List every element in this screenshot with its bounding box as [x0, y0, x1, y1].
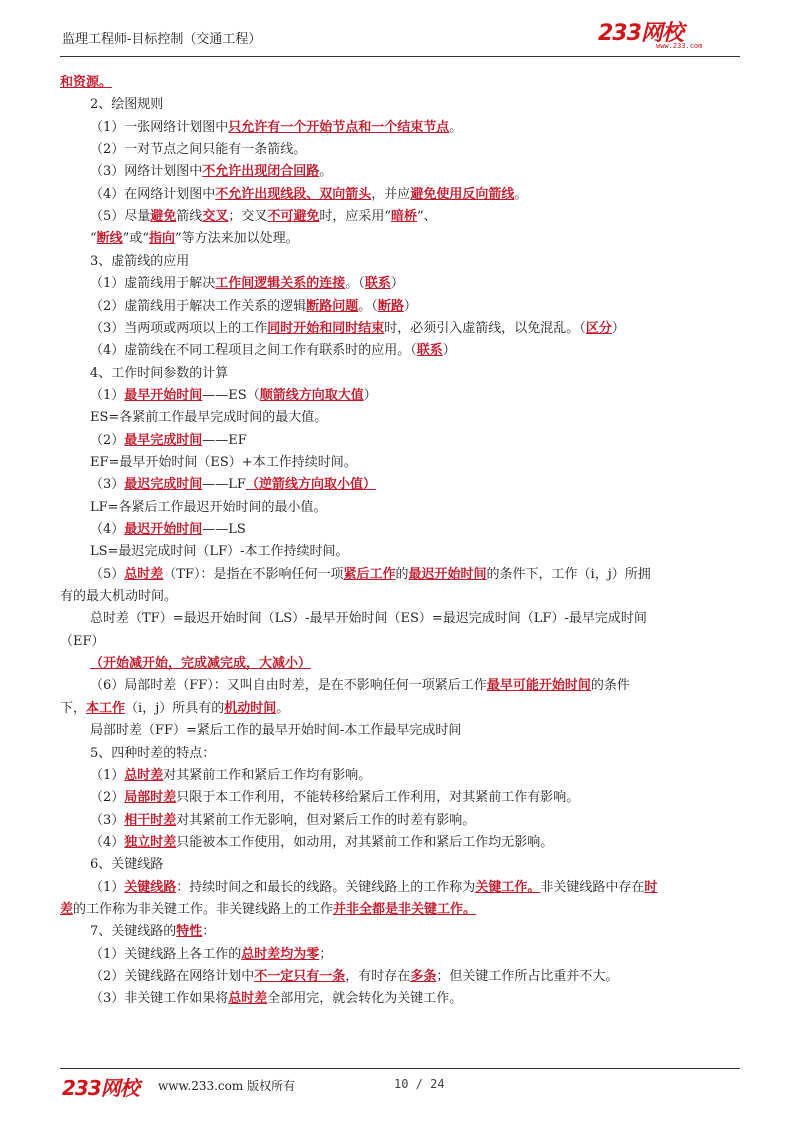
text-segment: 箭线 [176, 209, 203, 225]
text-line [90, 231, 299, 247]
highlighted-term: 同时开始和同时结束 [267, 320, 385, 336]
text-line [60, 701, 289, 717]
highlighted-term: 本工作 [86, 700, 126, 716]
text-segment: 。 [319, 164, 333, 180]
text-segment: （EF） [60, 633, 105, 649]
highlighted-term: 总时差均为零 [241, 946, 320, 962]
header-divider [60, 56, 740, 57]
text-line [90, 142, 306, 158]
highlighted-term: 和资源。 [60, 75, 113, 90]
text-segment: 下， [60, 700, 87, 716]
text-line [90, 500, 327, 516]
text-segment: ，有时存在 [345, 969, 411, 984]
text-segment: “ [90, 231, 97, 247]
footer-divider [60, 1068, 740, 1069]
footer-logo: 233网校 [62, 1076, 139, 1100]
text-segment: （i，j）所具有的 [125, 700, 225, 716]
text-line [90, 746, 215, 762]
highlighted-term: 并非全都是非关键工作。 [333, 901, 477, 917]
highlighted-term: 特性 [176, 924, 203, 940]
highlighted-term: 交叉 [202, 209, 229, 225]
text-segment: 7、关键线路的 [90, 924, 177, 940]
text-line [90, 343, 456, 359]
text-segment: 对其紧前工作无影响，但对紧后工作的时差有影响。 [176, 812, 476, 828]
text-segment: 有的最大机动时间。 [60, 589, 178, 605]
text-segment: 5、四种时差的特点： [90, 745, 216, 761]
highlighted-term: 顺箭线方向取大值 [259, 387, 364, 403]
text-segment: （3） [90, 477, 125, 493]
text-segment: （1）一张网络计划图中 [90, 119, 229, 135]
highlighted-term: 只允许有一个开始节点和一个结束节点 [228, 119, 450, 135]
highlighted-term: 最迟开始时间 [408, 566, 487, 582]
text-segment: （3）网络计划图中 [90, 164, 203, 180]
text-line [90, 209, 437, 225]
text-line [90, 254, 189, 270]
text-line [90, 813, 475, 829]
highlighted-term: 避免 [150, 209, 177, 225]
text-segment: LF=各紧后工作最迟开始时间的最小值。 [90, 499, 327, 515]
text-segment: （3）非关键工作如果将 [90, 991, 229, 1007]
text-segment: （2） [90, 790, 125, 806]
text-segment: 总时差（TF）=最迟开始时间（LS）-最早开始时间（ES）=最迟完成时间（LF）-最早完成时间 [90, 611, 647, 627]
text-line [90, 544, 348, 560]
text-line [60, 902, 476, 918]
text-segment: （2）虚箭线用于解决工作关系的逻辑 [90, 298, 307, 314]
text-segment: 。（ [345, 276, 365, 292]
text-line [90, 790, 579, 806]
text-line [90, 969, 618, 985]
brand-logo-text: 233网校 [598, 21, 683, 46]
highlighted-term: 避免使用反向箭线 [410, 186, 515, 202]
text-line [90, 947, 332, 963]
text-segment: ） [390, 276, 404, 292]
text-segment: 。 [276, 700, 290, 716]
text-segment: （4） [90, 834, 125, 850]
text-segment: 非关键线路中存在 [540, 879, 645, 895]
text-segment: 。 [449, 119, 463, 135]
text-line [90, 299, 417, 315]
text-segment: （2） [90, 432, 125, 448]
highlighted-term: 最迟开始时间 [124, 522, 203, 537]
text-line [90, 656, 311, 672]
highlighted-term: 不一定只有一条 [254, 969, 346, 984]
highlighted-term: 联系 [364, 276, 391, 292]
text-segment: （4）虚箭线在不同工程项目之间工作有联系时的应用。（ [90, 343, 417, 359]
highlighted-term: 最迟完成时间 [124, 477, 203, 493]
text-line [90, 321, 625, 337]
highlighted-term: 紧后工作 [343, 566, 396, 582]
highlighted-term: 差 [60, 901, 74, 917]
brand-logo [598, 16, 738, 56]
text-segment: ） [363, 387, 377, 403]
text-segment: ”等方法来加以处理。 [174, 231, 299, 247]
text-segment: 2、绘图规则 [90, 97, 164, 113]
text-line [90, 164, 332, 180]
text-line [90, 410, 327, 426]
text-segment: 局部时差（FF）=紧后工作的最早开始时间-本工作最早完成时间 [90, 723, 462, 739]
text-line [90, 567, 651, 583]
text-line [90, 388, 377, 404]
text-line [90, 522, 246, 538]
text-segment: ； [319, 946, 333, 962]
highlighted-term: 工作间逻辑关系的连接 [215, 276, 346, 292]
highlighted-term: 时 [644, 879, 658, 895]
text-segment: 对其紧前工作和紧后工作均有影响。 [163, 767, 372, 783]
highlighted-term: 不允许出现闭合回路 [202, 164, 320, 180]
text-segment: ”或“ [122, 231, 149, 247]
text-segment: EF=最早开始时间（ES）+本工作持续时间。 [90, 454, 357, 470]
text-segment: 只限于本工作利用，不能转移给紧后工作利用，对其紧前工作有影响。 [176, 790, 580, 806]
highlighted-term: 断线 [96, 231, 123, 247]
text-segment: ——EF [202, 432, 247, 448]
text-segment: （TF）：是指在不影响任何一项 [163, 566, 344, 582]
text-segment: （5）尽量 [90, 209, 151, 225]
highlighted-term: 最早开始时间 [124, 387, 203, 403]
highlighted-term: 不允许出现线段、双向箭头 [215, 186, 372, 202]
text-segment: （1）关键线路上各工作的 [90, 946, 242, 962]
text-segment: （1） [90, 767, 125, 783]
text-segment: 时，应采用“ [319, 209, 392, 225]
text-segment: 的条件 [590, 678, 630, 694]
brand-logo-url: www.233.com [656, 42, 703, 50]
text-segment: ES=各紧前工作最早完成时间的最大值。 [90, 410, 328, 426]
highlighted-term: 多条 [410, 969, 437, 984]
text-line [90, 187, 527, 203]
document-header-title: 监理工程师-目标控制（交通工程） [62, 32, 262, 47]
text-segment: ） [403, 298, 417, 314]
text-segment: 6、关键线路 [90, 857, 164, 873]
text-line [90, 991, 462, 1007]
highlighted-term: 关键线路 [124, 879, 177, 895]
text-segment: （1）虚箭线用于解决 [90, 276, 216, 292]
text-segment: （5） [90, 566, 125, 582]
highlighted-term: 局部时差 [124, 790, 177, 806]
text-segment: ：持续时间之和最长的线路。关键线路上的工作称为 [176, 879, 476, 895]
highlighted-term: 不可避免 [267, 209, 320, 225]
highlighted-term: 指向 [148, 231, 175, 247]
text-line [90, 723, 461, 739]
text-line [90, 97, 163, 113]
text-segment: （1） [90, 387, 125, 403]
highlighted-term: 暗桥 [391, 209, 418, 225]
text-line [90, 678, 630, 694]
text-segment: 全部用完，就会转化为关键工作。 [267, 991, 463, 1007]
text-segment: ；但关键工作所占比重并不大。 [436, 969, 619, 984]
text-segment: 3、虚箭线的应用 [90, 253, 190, 269]
page-number: 10 / 24 [394, 1077, 445, 1091]
text-segment: 的工作称为非关键工作。非关键线路上的工作 [73, 901, 334, 917]
text-segment: 。 [514, 186, 528, 202]
text-line [90, 857, 163, 873]
text-segment: 。（ [358, 298, 378, 314]
highlighted-term: （开始减开始，完成减完成，大减小） [90, 656, 312, 672]
text-line [90, 455, 357, 471]
highlighted-term: 机动时间 [224, 700, 277, 716]
text-line [90, 611, 647, 627]
text-segment: 时，必须引入虚箭线，以免混乱。（ [384, 320, 586, 336]
text-line [90, 276, 404, 292]
highlighted-term: 最早完成时间 [124, 432, 203, 448]
highlighted-term: 总时差 [124, 767, 164, 783]
text-segment: （3）当两项或两项以上的工作 [90, 320, 268, 336]
text-line [90, 433, 247, 449]
text-segment: （3） [90, 812, 125, 828]
text-line [90, 366, 228, 382]
text-segment: ——LS [202, 522, 246, 537]
text-line [90, 835, 553, 851]
footer-copyright: www.233.com 版权所有 [158, 1079, 296, 1093]
highlighted-term: 区分 [585, 320, 612, 336]
highlighted-term: 联系 [416, 343, 443, 359]
text-segment: （4） [90, 522, 125, 537]
highlighted-term: 关键工作。 [475, 879, 541, 895]
text-segment: ） [611, 320, 625, 336]
text-segment: ”、 [417, 209, 437, 225]
text-segment: （2）一对节点之间只能有一条箭线。 [90, 142, 307, 158]
highlighted-term: 最早可能开始时间 [486, 678, 591, 694]
highlighted-term: （逆箭线方向取小值） [245, 477, 376, 493]
text-segment: ；交叉 [228, 209, 268, 225]
text-segment: 的 [395, 566, 409, 582]
text-segment: （4）在网络计划图中 [90, 186, 216, 202]
text-line [90, 477, 376, 493]
text-segment: 4、工作时间参数的计算 [90, 365, 229, 381]
text-segment: （6）局部时差（FF）：又叫自由时差，是在不影响任何一项紧后工作 [90, 678, 487, 694]
highlighted-term: 断路 [377, 298, 404, 314]
text-line [90, 880, 657, 896]
highlighted-term: 总时差 [124, 566, 164, 582]
text-segment: （1） [90, 879, 125, 895]
text-segment: 只能被本工作使用，如动用，对其紧前工作和紧后工作均无影响。 [176, 834, 554, 850]
highlighted-term: 断路问题 [306, 298, 359, 314]
text-segment: ——ES（ [202, 387, 260, 403]
text-line [90, 924, 215, 940]
text-segment: ） [442, 343, 456, 359]
text-segment: ： [202, 924, 216, 940]
text-line [60, 75, 112, 91]
text-line [90, 120, 462, 136]
text-segment: ，并应 [371, 186, 411, 202]
text-line [90, 768, 371, 784]
text-segment: LS=最迟完成时间（LF）-本工作持续时间。 [90, 544, 349, 560]
text-segment: 的条件下，工作（i，j）所拥 [486, 566, 651, 582]
text-line [60, 634, 105, 650]
text-line [60, 589, 177, 605]
highlighted-term: 独立时差 [124, 834, 177, 850]
text-segment: ——LF [202, 477, 246, 493]
highlighted-term: 相干时差 [124, 812, 177, 828]
text-segment: （2）关键线路在网络计划中 [90, 969, 255, 984]
highlighted-term: 总时差 [228, 991, 268, 1007]
